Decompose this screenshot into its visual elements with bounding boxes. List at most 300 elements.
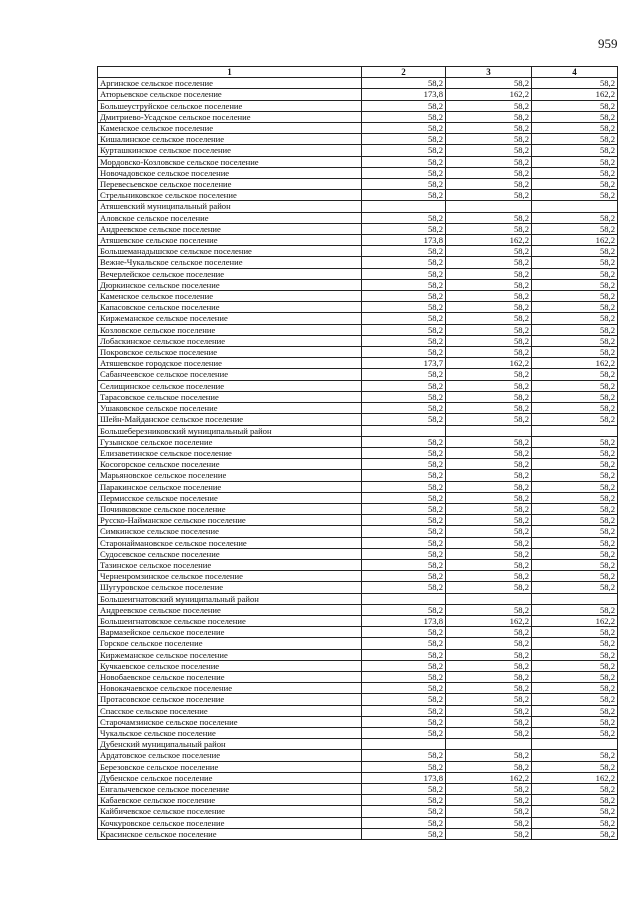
table-row [98,369,618,380]
cell-settlement-name: Горское сельское поселение [98,638,362,649]
cell-column-4: 58,2 [532,649,618,660]
table-row [98,425,618,436]
cell-column-4: 58,2 [532,436,618,447]
table-row [98,772,618,783]
cell-settlement-name: Стрельниковское сельское поселение [98,190,362,201]
cell-settlement-name: Мордовско-Козловское сельское поселение [98,156,362,167]
cell-column-2: 58,2 [362,313,446,324]
table-row [98,335,618,346]
cell-column-2: 58,2 [362,548,446,559]
cell-column-4 [532,201,618,212]
cell-column-3 [446,739,532,750]
cell-settlement-name: Чукальское сельское поселение [98,727,362,738]
cell-column-3: 58,2 [446,627,532,638]
table-row [98,627,618,638]
cell-settlement-name: Новокачаевское сельское поселение [98,683,362,694]
cell-column-4: 58,2 [532,638,618,649]
cell-column-3: 58,2 [446,828,532,839]
cell-column-4: 58,2 [532,750,618,761]
cell-column-3: 58,2 [446,604,532,615]
cell-column-3: 58,2 [446,649,532,660]
cell-column-2: 58,2 [362,291,446,302]
table-row [98,123,618,134]
cell-column-2: 58,2 [362,78,446,89]
cell-column-2 [362,739,446,750]
table-row [98,817,618,828]
table-row [98,716,618,727]
cell-column-4: 58,2 [532,212,618,223]
cell-column-2: 58,2 [362,179,446,190]
table-row [98,481,618,492]
table-row [98,806,618,817]
cell-settlement-name: Шейн-Майданское сельское поселение [98,414,362,425]
cell-column-3: 58,2 [446,526,532,537]
cell-column-2: 58,2 [362,559,446,570]
cell-column-4: 58,2 [532,145,618,156]
cell-column-3: 58,2 [446,403,532,414]
cell-column-4: 58,2 [532,246,618,257]
table-body [98,78,618,840]
cell-column-3: 58,2 [446,660,532,671]
cell-column-3: 58,2 [446,134,532,145]
cell-column-4: 58,2 [532,627,618,638]
table-row [98,145,618,156]
cell-column-2: 58,2 [362,604,446,615]
cell-column-3: 58,2 [446,257,532,268]
cell-column-2: 173,7 [362,358,446,369]
cell-column-3: 58,2 [446,190,532,201]
cell-column-3: 58,2 [446,414,532,425]
cell-column-3: 58,2 [446,671,532,682]
cell-column-2: 58,2 [362,111,446,122]
cell-settlement-name: Спасское сельское поселение [98,705,362,716]
cell-column-4: 58,2 [532,817,618,828]
cell-settlement-name: Аргинское сельское поселение [98,78,362,89]
cell-column-4: 58,2 [532,179,618,190]
table-row [98,727,618,738]
cell-column-2: 58,2 [362,492,446,503]
cell-column-4: 58,2 [532,291,618,302]
cell-column-4: 58,2 [532,548,618,559]
cell-column-3: 58,2 [446,369,532,380]
table-row [98,739,618,750]
cell-column-4: 58,2 [532,660,618,671]
cell-column-2: 58,2 [362,380,446,391]
cell-column-4: 58,2 [532,470,618,481]
cell-settlement-name: Марьяновское сельское поселение [98,470,362,481]
cell-column-3: 58,2 [446,380,532,391]
cell-column-3: 58,2 [446,123,532,134]
column-header-2: 2 [362,67,446,78]
cell-column-3: 58,2 [446,817,532,828]
cell-column-3 [446,593,532,604]
cell-settlement-name: Кабаевское сельское поселение [98,795,362,806]
cell-column-2: 58,2 [362,167,446,178]
cell-column-4: 58,2 [532,279,618,290]
cell-settlement-name: Старочамзинское сельское поселение [98,716,362,727]
page-number: 959 [598,36,618,51]
table-row [98,660,618,671]
table-row [98,223,618,234]
cell-column-2 [362,425,446,436]
cell-column-4: 58,2 [532,78,618,89]
table-row [98,750,618,761]
cell-settlement-name: Андреевское сельское поселение [98,604,362,615]
cell-settlement-name: Кишалинское сельское поселение [98,134,362,145]
cell-column-3: 58,2 [446,347,532,358]
cell-column-3: 58,2 [446,111,532,122]
cell-column-3: 58,2 [446,268,532,279]
table-row [98,582,618,593]
cell-column-3: 58,2 [446,78,532,89]
table-row [98,347,618,358]
cell-column-3: 162,2 [446,89,532,100]
cell-column-3: 58,2 [446,167,532,178]
table-row [98,638,618,649]
cell-settlement-name: Атюрьевское сельское поселение [98,89,362,100]
cell-settlement-name: Козловское сельское поселение [98,324,362,335]
cell-settlement-name: Черненромзинское сельское поселение [98,571,362,582]
cell-column-2: 58,2 [362,727,446,738]
cell-column-2: 58,2 [362,246,446,257]
cell-settlement-name: Селищинское сельское поселение [98,380,362,391]
cell-column-4: 58,2 [532,559,618,570]
cell-column-2: 58,2 [362,806,446,817]
cell-column-2: 58,2 [362,257,446,268]
cell-column-4: 58,2 [532,380,618,391]
cell-column-2: 173,8 [362,89,446,100]
cell-settlement-name: Вечерлейское сельское поселение [98,268,362,279]
cell-settlement-name: Сабанчеевское сельское поселение [98,369,362,380]
table-row [98,358,618,369]
cell-column-2: 58,2 [362,369,446,380]
cell-column-2: 58,2 [362,100,446,111]
cell-column-4 [532,593,618,604]
cell-settlement-name: Дубенское сельское поселение [98,772,362,783]
cell-column-3: 58,2 [446,145,532,156]
cell-column-3: 58,2 [446,503,532,514]
table-row [98,179,618,190]
cell-column-2: 58,2 [362,279,446,290]
cell-column-3: 58,2 [446,313,532,324]
cell-column-2: 58,2 [362,403,446,414]
cell-settlement-name: Дюркинское сельское поселение [98,279,362,290]
cell-column-2: 58,2 [362,716,446,727]
cell-column-2: 58,2 [362,761,446,772]
cell-column-2: 58,2 [362,190,446,201]
table-row [98,436,618,447]
cell-column-3: 162,2 [446,772,532,783]
table-row [98,548,618,559]
cell-column-4: 58,2 [532,515,618,526]
cell-column-4: 58,2 [532,806,618,817]
table-row [98,459,618,470]
table-row [98,615,618,626]
cell-column-2: 58,2 [362,347,446,358]
table-row [98,235,618,246]
cell-column-4: 58,2 [532,369,618,380]
cell-column-4: 58,2 [532,302,618,313]
cell-column-2: 58,2 [362,436,446,447]
cell-column-3: 58,2 [446,727,532,738]
cell-settlement-name: Енгалычевское сельское поселение [98,784,362,795]
cell-column-3 [446,425,532,436]
cell-settlement-name: Киржеманское сельское поселение [98,313,362,324]
cell-column-3: 58,2 [446,212,532,223]
cell-column-2: 58,2 [362,156,446,167]
cell-settlement-name: Старонаймановское сельское поселение [98,537,362,548]
cell-column-4: 58,2 [532,223,618,234]
cell-column-2: 58,2 [362,414,446,425]
cell-settlement-name: Новочадовское сельское поселение [98,167,362,178]
cell-column-4: 58,2 [532,257,618,268]
cell-settlement-name: Каменское сельское поселение [98,291,362,302]
table-row [98,167,618,178]
cell-column-2: 58,2 [362,784,446,795]
cell-settlement-name: Курташкинское сельское поселение [98,145,362,156]
cell-column-4: 58,2 [532,705,618,716]
cell-settlement-name: Аловское сельское поселение [98,212,362,223]
cell-column-4: 58,2 [532,459,618,470]
cell-settlement-name: Большеигнатовское сельское поселение [98,615,362,626]
cell-settlement-name: Атяшевское городское поселение [98,358,362,369]
cell-settlement-name: Кайбичевское сельское поселение [98,806,362,817]
table-row [98,380,618,391]
cell-column-2: 58,2 [362,526,446,537]
table-row [98,100,618,111]
table-row [98,604,618,615]
cell-column-4: 58,2 [532,324,618,335]
table-row [98,705,618,716]
cell-settlement-name: Тазинское сельское поселение [98,559,362,570]
cell-column-2: 58,2 [362,582,446,593]
cell-column-3: 58,2 [446,324,532,335]
cell-column-3: 58,2 [446,571,532,582]
cell-column-3: 58,2 [446,179,532,190]
cell-column-3: 58,2 [446,436,532,447]
cell-column-2: 58,2 [362,750,446,761]
cell-column-3: 58,2 [446,683,532,694]
table-row [98,291,618,302]
table-row [98,156,618,167]
cell-settlement-name: Новобаевское сельское поселение [98,671,362,682]
cell-settlement-name: Тарасовское сельское поселение [98,391,362,402]
cell-column-2: 58,2 [362,223,446,234]
cell-column-2: 58,2 [362,447,446,458]
table-row [98,257,618,268]
cell-column-4: 58,2 [532,761,618,772]
cell-settlement-name: Симкинское сельское поселение [98,526,362,537]
cell-settlement-name: Починковское сельское поселение [98,503,362,514]
table-row [98,571,618,582]
table-row [98,279,618,290]
cell-column-2: 58,2 [362,123,446,134]
table-row [98,447,618,458]
cell-column-4: 58,2 [532,537,618,548]
table-row [98,683,618,694]
cell-column-4: 58,2 [532,481,618,492]
cell-column-3: 58,2 [446,223,532,234]
cell-column-3: 162,2 [446,358,532,369]
cell-column-4: 58,2 [532,123,618,134]
cell-settlement-name: Паракинское сельское поселение [98,481,362,492]
cell-column-4: 58,2 [532,828,618,839]
cell-column-3: 58,2 [446,795,532,806]
cell-settlement-name: Лобаскинское сельское поселение [98,335,362,346]
cell-settlement-name: Ушаковское сельское поселение [98,403,362,414]
table-row [98,302,618,313]
cell-column-2: 58,2 [362,649,446,660]
cell-column-3: 58,2 [446,470,532,481]
cell-column-2: 58,2 [362,470,446,481]
table-row [98,559,618,570]
cell-settlement-name: Атяшевский муниципальный район [98,201,362,212]
cell-column-3: 58,2 [446,806,532,817]
cell-column-3: 58,2 [446,761,532,772]
table-row [98,201,618,212]
column-header-3: 3 [446,67,532,78]
table-row [98,403,618,414]
cell-column-2: 58,2 [362,145,446,156]
cell-settlement-name: Большеигнатовский муниципальный район [98,593,362,604]
table-row [98,89,618,100]
cell-settlement-name: Елизаветинское сельское поселение [98,447,362,458]
cell-column-2: 58,2 [362,134,446,145]
cell-settlement-name: Капасовское сельское поселение [98,302,362,313]
cell-column-2: 58,2 [362,537,446,548]
data-table [97,66,618,840]
cell-settlement-name: Андреевское сельское поселение [98,223,362,234]
cell-settlement-name: Атяшевское сельское поселение [98,235,362,246]
cell-column-4 [532,425,618,436]
table-row [98,470,618,481]
cell-column-4: 58,2 [532,492,618,503]
cell-column-3: 58,2 [446,100,532,111]
cell-settlement-name: Дмитриево-Усадское сельское поселение [98,111,362,122]
table-row [98,526,618,537]
cell-column-4: 58,2 [532,134,618,145]
table-row [98,503,618,514]
table-row [98,828,618,839]
cell-column-4: 58,2 [532,683,618,694]
cell-column-3: 58,2 [446,515,532,526]
cell-column-3: 58,2 [446,548,532,559]
cell-column-4: 162,2 [532,772,618,783]
cell-column-3: 58,2 [446,335,532,346]
cell-column-2: 58,2 [362,391,446,402]
cell-column-2: 58,2 [362,481,446,492]
cell-column-2: 58,2 [362,324,446,335]
table-row [98,694,618,705]
cell-settlement-name: Судосевское сельское поселение [98,548,362,559]
cell-column-3: 58,2 [446,156,532,167]
table-row [98,268,618,279]
cell-column-4: 58,2 [532,571,618,582]
cell-column-2: 58,2 [362,660,446,671]
cell-settlement-name: Дубенский муниципальный район [98,739,362,750]
cell-column-2: 58,2 [362,795,446,806]
cell-column-3: 162,2 [446,615,532,626]
cell-column-4: 58,2 [532,268,618,279]
cell-column-4: 58,2 [532,156,618,167]
cell-column-3: 58,2 [446,716,532,727]
cell-column-2: 58,2 [362,828,446,839]
cell-column-3: 58,2 [446,481,532,492]
cell-column-3: 58,2 [446,246,532,257]
cell-settlement-name: Большеуструйское сельское поселение [98,100,362,111]
cell-column-2: 58,2 [362,503,446,514]
cell-column-4: 58,2 [532,335,618,346]
cell-settlement-name: Косогорское сельское поселение [98,459,362,470]
cell-settlement-name: Березовское сельское поселение [98,761,362,772]
cell-column-2: 173,8 [362,235,446,246]
cell-column-2: 58,2 [362,694,446,705]
table-row [98,246,618,257]
cell-column-4: 58,2 [532,391,618,402]
cell-column-2: 58,2 [362,705,446,716]
cell-column-3: 58,2 [446,694,532,705]
cell-column-3: 58,2 [446,582,532,593]
cell-column-4: 58,2 [532,671,618,682]
cell-column-2: 58,2 [362,459,446,470]
table-row [98,78,618,89]
cell-column-3: 58,2 [446,279,532,290]
cell-column-3: 58,2 [446,537,532,548]
cell-settlement-name: Вармазейское сельское поселение [98,627,362,638]
cell-column-2: 58,2 [362,817,446,828]
cell-column-4: 58,2 [532,503,618,514]
table-row [98,761,618,772]
table-row [98,537,618,548]
cell-column-3: 58,2 [446,291,532,302]
cell-column-4: 58,2 [532,526,618,537]
cell-settlement-name: Большеманадышское сельское поселение [98,246,362,257]
cell-column-4: 58,2 [532,100,618,111]
cell-column-3: 58,2 [446,705,532,716]
cell-column-4: 58,2 [532,784,618,795]
cell-settlement-name: Перевесьевское сельское поселение [98,179,362,190]
cell-column-2: 58,2 [362,571,446,582]
cell-column-3 [446,201,532,212]
cell-column-3: 58,2 [446,638,532,649]
cell-settlement-name: Гузынское сельское поселение [98,436,362,447]
cell-column-2: 173,8 [362,772,446,783]
cell-column-4: 58,2 [532,190,618,201]
cell-settlement-name: Большеберезниковский муниципальный район [98,425,362,436]
header-row [98,67,618,78]
cell-settlement-name: Киржеманское сельское поселение [98,649,362,660]
table-row [98,134,618,145]
cell-column-3: 162,2 [446,235,532,246]
table-row [98,414,618,425]
cell-column-4: 58,2 [532,795,618,806]
cell-column-3: 58,2 [446,302,532,313]
cell-settlement-name: Протасовское сельское поселение [98,694,362,705]
table-row [98,593,618,604]
cell-column-3: 58,2 [446,447,532,458]
table-row [98,324,618,335]
table-row [98,649,618,660]
cell-column-2: 58,2 [362,515,446,526]
cell-column-3: 58,2 [446,459,532,470]
cell-column-4: 58,2 [532,111,618,122]
cell-column-3: 58,2 [446,391,532,402]
table-row [98,111,618,122]
table-row [98,212,618,223]
cell-column-4: 58,2 [532,403,618,414]
cell-column-4: 58,2 [532,694,618,705]
table-row [98,671,618,682]
